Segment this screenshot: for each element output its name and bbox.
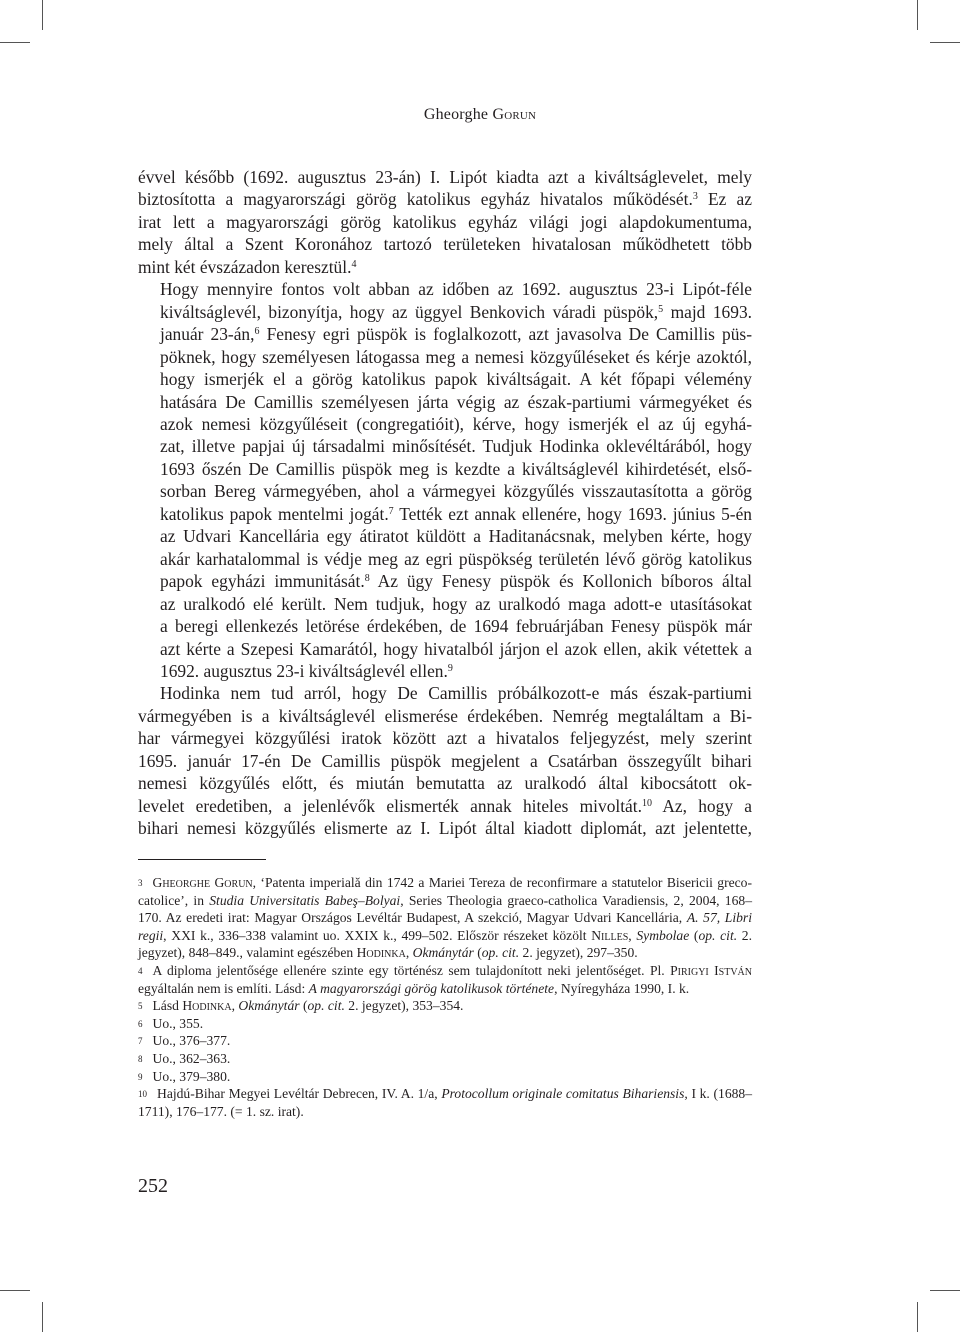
paragraph-1 [138, 166, 752, 278]
text-line [138, 503, 752, 525]
crop-mark-bottom-left-h [0, 1290, 30, 1291]
text-span: 1692. augusztus 23-i kiváltságlevél ellen. [160, 660, 448, 681]
fn-smallcaps: Hodinka [356, 945, 406, 961]
fn-text: egyáltalán nem is említi. Lásd: [138, 980, 309, 996]
fn-text: Uo., 355. [152, 1015, 204, 1031]
text-span: katolikus papok mentelmi jogát. [160, 503, 389, 524]
text-line: 1693 őszén De Camillis püspök meg is kezdte a kiváltságlevél kihirdetését, első- [160, 458, 752, 479]
fn-italic: op. cit. [481, 945, 520, 961]
fn-text: 2. jegyzet), 353–354. [344, 998, 464, 1014]
fn-text: , [231, 998, 239, 1014]
fn-italic: A. 57, Libri regii [138, 910, 752, 943]
fn-italic: op. cit. [698, 927, 738, 943]
fn-smallcaps: Nilles [591, 927, 629, 943]
footnote-3 [138, 874, 752, 962]
crop-mark-bottom-right [917, 1302, 918, 1332]
crop-mark-top-left-h [0, 42, 30, 43]
text-line: irat lett a magyarországi görög katolikus egyház világi jogi alapdokumentuma, [138, 211, 752, 232]
footnote-number: 5 [138, 1001, 143, 1012]
footnote-7 [138, 1032, 752, 1050]
text-line: mely által a Szent Koronához tartozó területeken hivatalosan működhetett több [138, 234, 752, 255]
page-number: 252 [138, 1175, 168, 1197]
footnote-4 [138, 962, 752, 997]
footnote-ref[interactable]: 7 [388, 505, 394, 517]
text-line [138, 323, 752, 345]
fn-text: , Series Theologia graeco-catholica Varadiensis, 2, 2004, 168–170. Az eredeti irat: Magyar Országos Levéltár Budapest, A szekció, Magyar Udvari Kancellária, [138, 892, 752, 926]
text-line: hatására De Camillis személyesen járta végig az észak-partiumi vármegyéket és [160, 391, 752, 412]
paragraph-3 [138, 682, 752, 839]
text-span: biztosította a magyarországi görög katolikus egyház hivatalos működését. [138, 189, 693, 210]
footnote-ref[interactable]: 3 [692, 191, 698, 203]
footnote-number: 10 [138, 1089, 147, 1100]
text-line: 1695. január 17-én De Camillis püspök megjelent a Csatárban összegyűlt bihari [138, 750, 752, 771]
fn-italic: Protocollum originale comitatus Bihariensis [441, 1086, 685, 1102]
text-line: vármegyében is a kiváltságlevél elismerése érdekében. Nemrég megtaláltam a Bi- [138, 705, 752, 726]
footnote-ref[interactable]: 10 [641, 797, 652, 809]
text-line: akár karhatalommal is védje meg az egri püspökség területén lévő görög katolikus [160, 548, 752, 569]
text-line [138, 570, 752, 592]
footnote-10 [138, 1085, 752, 1120]
fn-text: Uo., 376–377. [152, 1033, 231, 1049]
text-line [138, 795, 752, 817]
text-line [138, 301, 752, 323]
crop-mark-top-right-h [930, 42, 960, 43]
fn-text: Uo., 362–363. [152, 1050, 231, 1066]
footnote-number: 7 [138, 1036, 143, 1047]
fn-text: ( [473, 945, 482, 961]
fn-text: , ‘Patenta imperială din 1742 a Mariei Tereza de reconfirmare a statutelor Bisericii greco-catolice’, in [138, 875, 752, 908]
fn-text: 2. jegyzet), 848–849., valamint egészében [138, 927, 753, 961]
footnote-6 [138, 1015, 752, 1033]
text-line: bihari nemesi közgyűlés elismerte az I. Lipót által kiadott diplomát, azt jelentette, [138, 818, 752, 839]
fn-text: ( [689, 927, 699, 943]
fn-text: , [405, 945, 413, 961]
footnote-number: 3 [138, 878, 143, 888]
text-line: Hodinka nem tud arról, hogy De Camillis próbálkozott-e más észak-partiumi [160, 683, 752, 704]
fn-text: Hajdú-Bihar Megyei Levéltár Debrecen, IV. A. 1/a, [157, 1086, 442, 1102]
text-span: Ez az [697, 189, 752, 210]
fn-italic: Symbolae [636, 927, 690, 943]
text-line: sorban Bereg vármegyében, ahol a vármegyei közgyűlés visszautasította a görög [160, 481, 752, 502]
text-span: kiváltságlevél, bizonyítja, hogy az üggyel Benkovich váradi püspök, [160, 301, 659, 322]
text-span: január 23-án, [160, 324, 255, 345]
footnote-ref[interactable]: 6 [254, 326, 260, 338]
footnote-5 [138, 997, 752, 1015]
footnote-number: 6 [138, 1018, 143, 1029]
text-line: Hogy mennyire fontos volt abban az időben az 1692. augusztus 23-i Lipót-féle [160, 279, 752, 300]
text-line: azt kérte a Szepesi Kamarától, hogy hivatalból járjon el azok ellen, akik vétettek a [160, 638, 752, 659]
footnote-9 [138, 1068, 752, 1086]
header-author-last: Gorun [492, 106, 537, 123]
text-line: azok nemesi közgyűléseit (congregatióit), kérve, hogy ismerjék el az új egyhá- [160, 413, 752, 434]
text-line: a beregi ellenkezés letörése érdekében, de 1694 februárjában Fenesy püspök már [160, 616, 752, 637]
text-span: levelet eredetiben, a jelenlévők elismerték annak hiteles mivoltát. [138, 795, 642, 816]
text-line: zat, illetve papjai új társadalmi minősítését. Tudjuk Hodinka oklevéltárából, hogy [160, 436, 752, 457]
fn-text: , Nyíregyháza 1990, I. k. [554, 980, 690, 996]
fn-text: A diploma jelentősége ellenére szinte egy történész sem tulajdonított neki jelentőséget. Pl. [152, 962, 671, 978]
footnote-separator [138, 859, 266, 860]
text-span: papok egyházi immunitását. [160, 571, 365, 592]
fn-text: ( [299, 998, 308, 1014]
footnote-ref[interactable]: 8 [364, 573, 370, 585]
fn-smallcaps: Hodinka [182, 998, 232, 1014]
footnote-ref[interactable]: 4 [351, 258, 357, 270]
fn-text: , [628, 927, 637, 943]
fn-text: Lásd [152, 998, 183, 1014]
fn-text: 2. jegyzet), 297–350. [519, 945, 638, 961]
fn-italic: Okmánytár [412, 945, 474, 961]
text-line [138, 188, 752, 210]
fn-text: , XXI k., 336–338 valamint uo. XXIX k., 499–502. Először részeket közölt [163, 927, 592, 943]
fn-italic: op. cit. [307, 998, 345, 1014]
crop-mark-bottom-left [42, 1302, 43, 1332]
header-author-first: Gheorghe [423, 106, 493, 123]
fn-italic: Okmánytár [238, 998, 300, 1014]
footnote-number: 9 [138, 1071, 143, 1082]
paragraph-2 [138, 278, 752, 682]
text-line [138, 660, 752, 682]
footnote-8 [138, 1050, 752, 1068]
text-line: pöknek, hogy személyesen látogassa meg a nemesi közgyűléseket és kérje azoktól, [160, 346, 752, 367]
fn-text: , I k. (1688–1711), 176–177. (= 1. sz. irat). [138, 1086, 753, 1119]
text-line: har vármegyei közgyűlési iratok között azt a hivatalos feljegyzést, mely szerint [138, 728, 752, 749]
crop-mark-top-left [42, 0, 43, 30]
text-span: Az, hogy a [662, 795, 753, 816]
fn-italic: Studia Universitatis Babeş–Bolyai [209, 892, 401, 908]
footnote-number: 4 [138, 965, 143, 976]
footnotes [138, 874, 752, 1120]
fn-italic: A magyarországi görög katolikusok története [308, 980, 555, 996]
main-text [138, 166, 752, 840]
footnote-ref[interactable]: 9 [447, 662, 453, 674]
text-line: hogy ismerjék el a görög katolikus papok kiváltságait. A két főpapi vélemény [160, 369, 752, 390]
text-line: az Udvari Kancellária egy átiratot küldött a Haditanácsnak, melyben kérte, hogy [160, 526, 752, 547]
footnote-ref[interactable]: 5 [658, 303, 664, 315]
text-span: Tették ezt annak ellenére, hogy 1693. június 5-én [399, 503, 752, 524]
text-line: az uralkodó elé került. Nem tudjuk, hogy az uralkodó maga adott-e utasításokat [160, 593, 752, 614]
fn-text: Uo., 379–380. [152, 1068, 231, 1084]
text-span: majd 1693. [670, 301, 752, 322]
fn-smallcaps: Pirigyi István [670, 962, 752, 978]
text-span: Fenesy egri püspök is foglalkozott, azt javasolva De Camillis püs- [266, 324, 752, 345]
crop-mark-top-right [917, 0, 918, 30]
text-line [138, 256, 752, 278]
crop-mark-bottom-right-h [930, 1290, 960, 1291]
text-line: nemesi közgyűlés előtt, és miután bemutatta az uralkodó által kibocsátott ok- [138, 773, 752, 794]
text-line: évvel később (1692. augusztus 23-án) I. Lipót kiadta azt a kiváltságlevelet, mely [138, 167, 752, 187]
fn-author: Gheorghe Gorun [152, 875, 253, 890]
text-span: mint két évszázadon keresztül. [138, 256, 352, 277]
footnote-number: 8 [138, 1053, 143, 1064]
text-span: Az ügy Fenesy püspök és Kollonich bíboros által [377, 571, 752, 592]
running-header [0, 106, 960, 124]
